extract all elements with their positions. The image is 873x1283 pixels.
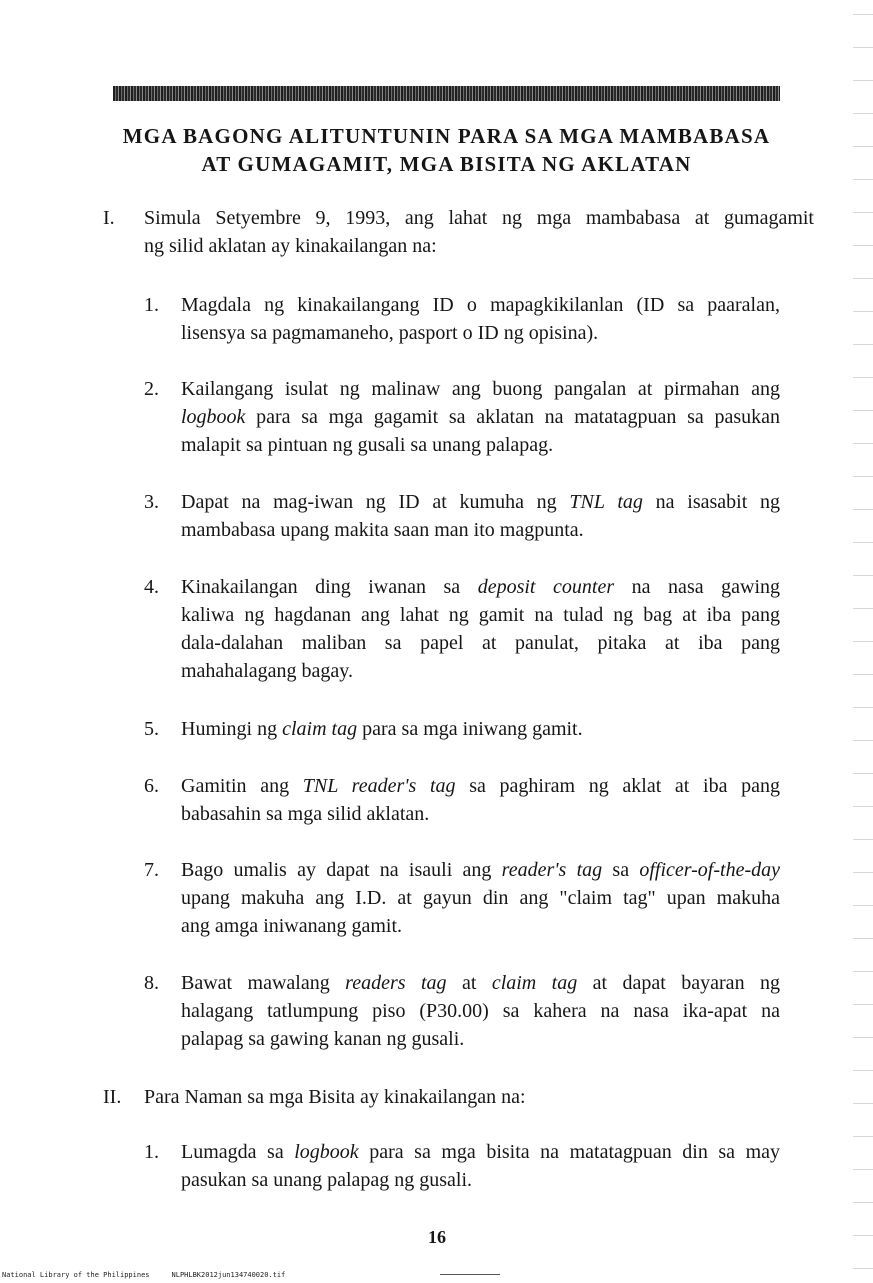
rule-item-8-line-2: halagang tatlumpung piso (P30.00) sa kahera na nasa ika-apat na bbox=[181, 1000, 780, 1022]
rule-item-3 bbox=[181, 488, 780, 544]
visitor-rule-item-1 bbox=[181, 1138, 780, 1194]
rule-item-2-line-3: malapit sa pintuan ng gusali sa unang palapag. bbox=[181, 434, 554, 456]
rule-item-4-line-1: Kinakailangan ding iwanan sa deposit counter na nasa gawing bbox=[181, 576, 781, 598]
section-1-numeral: I. bbox=[103, 207, 115, 229]
rule-item-6 bbox=[181, 772, 780, 828]
section-1-intro bbox=[144, 204, 814, 260]
section-2-intro bbox=[144, 1083, 784, 1111]
page-number: 16 bbox=[428, 1227, 446, 1247]
rule-item-6-line-1: Gamitin ang TNL reader's tag sa paghiram ng aklat at iba pang bbox=[181, 775, 780, 797]
rule-item-1 bbox=[181, 291, 780, 347]
rule-item-7 bbox=[181, 856, 780, 940]
header-decorative-bar bbox=[113, 86, 780, 101]
item-number: 2. bbox=[144, 378, 159, 400]
item-number: 6. bbox=[144, 775, 159, 797]
item-number: 3. bbox=[144, 491, 159, 513]
rule-item-5 bbox=[181, 715, 780, 743]
footer-file: NLPHLBK2012jun134740020.tif bbox=[171, 1271, 286, 1279]
rule-item-5-line-1: Humingi ng claim tag para sa mga iniwang gamit. bbox=[181, 718, 583, 740]
rule-item-3-line-2: mambabasa upang makita saan man ito magpunta. bbox=[181, 519, 584, 541]
rule-item-6-line-2: babasahin sa mga silid aklatan. bbox=[181, 803, 430, 825]
rule-item-7-line-2: upang makuha ang I.D. at gayun din ang "claim tag" upan makuha bbox=[181, 887, 780, 909]
page-title-line-2: AT GUMAGAMIT, MGA BISITA NG AKLATAN bbox=[201, 152, 692, 176]
item-number: 8. bbox=[144, 972, 159, 994]
rule-item-2 bbox=[181, 375, 780, 459]
visitor-rule-item-1-line-1: Lumagda sa logbook para sa mga bisita na matatagpuan din sa may bbox=[181, 1141, 780, 1163]
item-number: 1. bbox=[144, 1141, 159, 1163]
item-number: 4. bbox=[144, 576, 159, 598]
logbook-term: logbook bbox=[181, 406, 246, 428]
item-number: 5. bbox=[144, 718, 159, 740]
rule-item-4-line-3: dala-dalahan maliban sa papel at panulat, pitaka at iba pang bbox=[181, 632, 780, 654]
rule-item-1-line-2: lisensya sa pagmamaneho, pasport o ID ng opisina). bbox=[181, 322, 599, 344]
section-1-intro-line-1: Simula Setyembre 9, 1993, ang lahat ng mga mambabasa at gumagamit bbox=[144, 207, 814, 229]
rule-item-8 bbox=[181, 969, 780, 1053]
rule-item-7-line-3: ang amga iniwanang gamit. bbox=[181, 915, 403, 937]
item-number: 1. bbox=[144, 294, 159, 316]
rule-item-4 bbox=[181, 573, 780, 685]
rule-item-1-line-1: Magdala ng kinakailangang ID o mapagkikilanlan (ID sa paaralan, bbox=[181, 294, 780, 316]
section-2-intro-line-1: Para Naman sa mga Bisita ay kinakailangan na: bbox=[144, 1086, 526, 1108]
footer-source: National Library of the Philippines bbox=[2, 1271, 150, 1279]
bottom-rule bbox=[440, 1274, 500, 1275]
rule-item-2-line-2: logbook para sa mga gagamit sa aklatan na matatagpuan sa pasukan bbox=[181, 406, 780, 428]
rule-item-8-line-3: palapag sa gawing kanan ng gusali. bbox=[181, 1028, 465, 1050]
rule-item-4-line-4: mahahalagang bagay. bbox=[181, 660, 353, 682]
scan-footer bbox=[2, 1271, 285, 1280]
section-2-numeral: II. bbox=[103, 1086, 122, 1108]
rule-item-3-line-1: Dapat na mag-iwan ng ID at kumuha ng TNL tag na isasabit ng bbox=[181, 491, 780, 513]
item-number: 7. bbox=[144, 859, 159, 881]
visitor-rule-item-1-line-2: pasukan sa unang palapag ng gusali. bbox=[181, 1169, 473, 1191]
rule-item-2-line-1: Kailangang isulat ng malinaw ang buong pangalan at pirmahan ang bbox=[181, 378, 780, 400]
rule-item-8-line-1: Bawat mawalang readers tag at claim tag at dapat bayaran ng bbox=[181, 972, 780, 994]
rule-item-4-line-2: kaliwa ng hagdanan ang lahat ng gamit na tulad ng bag at iba pang bbox=[181, 604, 780, 626]
rule-item-7-line-1: Bago umalis ay dapat na isauli ang reader's tag sa officer-of-the-day bbox=[181, 859, 780, 881]
section-1-intro-line-2: ng silid aklatan ay kinakailangan na: bbox=[144, 235, 437, 257]
page-title-line-1: MGA BAGONG ALITUNTUNIN PARA SA MGA MAMBABASA bbox=[122, 124, 771, 148]
scan-edge-specks bbox=[853, 0, 873, 1283]
